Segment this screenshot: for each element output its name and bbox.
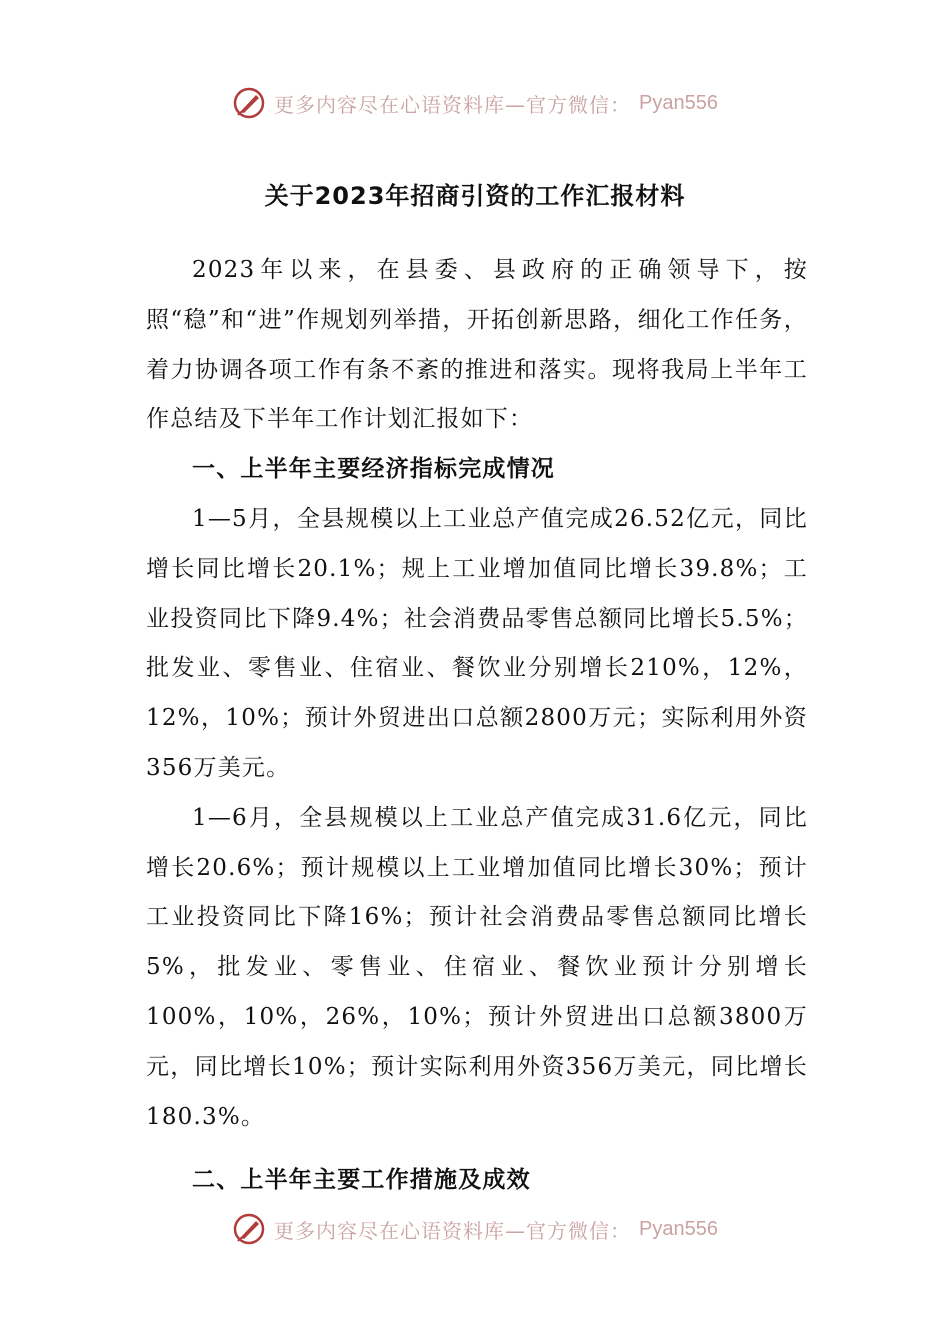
document-body <box>146 246 808 1206</box>
section-heading-2: 二、上半年主要工作措施及成效 <box>192 1167 531 1194</box>
watermark-text: 更多内容尽在心语资料库—官方微信： <box>274 92 632 117</box>
watermark-text: 更多内容尽在心语资料库—官方微信： <box>274 1218 632 1243</box>
pen-circle-logo-icon <box>232 86 266 120</box>
watermark-wechat-id: Pyan556 <box>639 91 718 114</box>
intro-paragraph: 2023年以来，在县委、县政府的正确领导下，按照“稳”和“进”作规划列举措，开拓创新思路，细化工作任务，着力协调各项工作有条不紊的推进和落实。现将我局上半年工作总结及下半年工作计划汇报如下： <box>146 257 808 433</box>
watermark-wechat-id: Pyan556 <box>639 1217 718 1240</box>
section1-paragraph-2: 1—6月，全县规模以上工业总产值完成31.6亿元，同比增长20.6%；预计规模以上工业增加值同比增长30%；预计工业投资同比下降16%；预计社会消费品零售总额同比增长5%，批发业、零售业、住宿业、餐饮业预计分别增长100%，10%，26%，10%；预计外贸进出口总额3800万元，同比增长10%；预计实际利用外资356万美元，同比增长180.3%。 <box>146 804 808 1130</box>
section-heading-1: 一、上半年主要经济指标完成情况 <box>192 456 555 483</box>
section1-paragraph-1: 1—5月，全县规模以上工业总产值完成26.52亿元，同比增长同比增长20.1%；规上工业增加值同比增长39.8%；工业投资同比下降9.4%；社会消费品零售总额同比增长5.5%；批发业、零售业、住宿业、餐饮业分别增长210%，12%，12%，10%；预计外贸进出口总额2800万元；实际利用外资356万美元。 <box>146 505 808 781</box>
watermark-header <box>0 86 950 120</box>
watermark-footer <box>0 1212 950 1246</box>
document-title: 关于2023年招商引资的工作汇报材料 <box>264 182 686 210</box>
pen-circle-logo-icon <box>232 1212 266 1246</box>
